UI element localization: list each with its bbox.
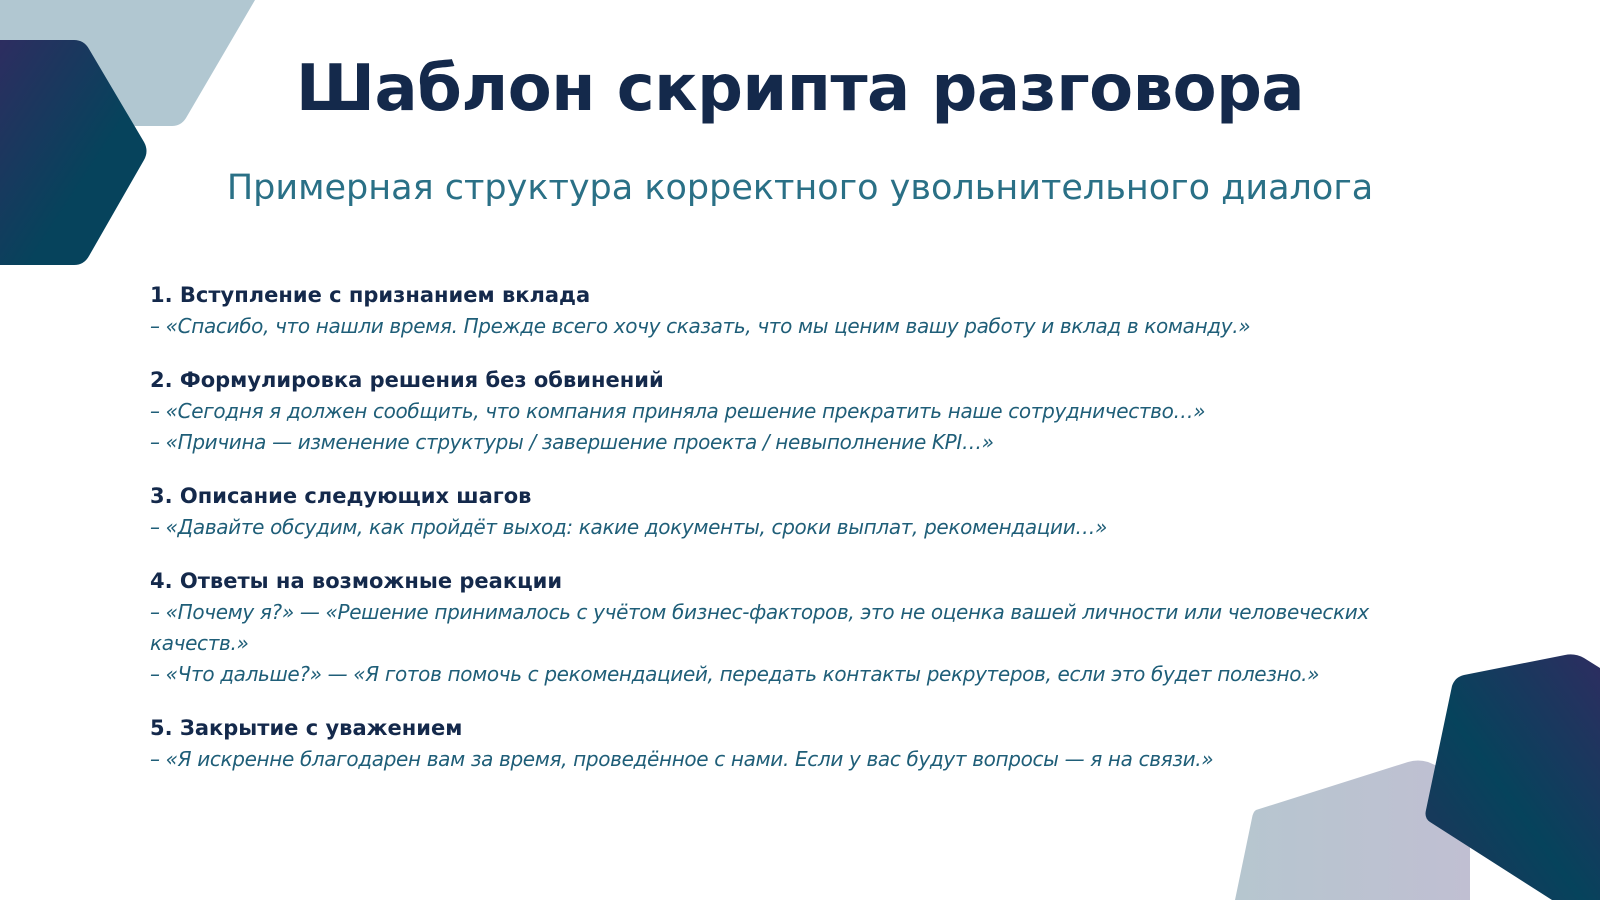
- section-heading: 1. Вступление с признанием вклада: [150, 283, 591, 307]
- script-sections: [150, 280, 1440, 798]
- section-heading: 5. Закрытие с уважением: [150, 716, 463, 740]
- section-closing: [150, 713, 1440, 775]
- section-quote: – «Я искренне благодарен вам за время, проведённое с нами. Если у вас будут вопросы — я на связи.»: [150, 747, 1214, 771]
- slide-subtitle: Примерная структура корректного увольнительного диалога: [226, 168, 1374, 208]
- section-reactions: [150, 566, 1440, 690]
- section-quote: – «Сегодня я должен сообщить, что компания приняла решение прекратить наше сотрудничество…»: [150, 399, 1206, 423]
- section-heading: 4. Ответы на возможные реакции: [150, 569, 563, 593]
- slide-title: Шаблон скрипта разговора: [295, 52, 1305, 126]
- section-next-steps: [150, 481, 1440, 543]
- section-quote: – «Почему я?» — «Решение принималось с учётом бизнес-факторов, это не оценка вашей личности или человеческих качеств.»: [150, 600, 1369, 655]
- section-quote: – «Давайте обсудим, как пройдёт выход: какие документы, сроки выплат, рекомендации…»: [150, 515, 1107, 539]
- section-quote: – «Что дальше?» — «Я готов помочь с рекомендацией, передать контакты рекрутеров, если это будет полезно.»: [150, 662, 1320, 686]
- section-heading: 2. Формулировка решения без обвинений: [150, 368, 664, 392]
- section-decision: [150, 365, 1440, 458]
- section-heading: 3. Описание следующих шагов: [150, 484, 532, 508]
- section-quote: – «Спасибо, что нашли время. Прежде всего хочу сказать, что мы ценим вашу работу и вклад в команду.»: [150, 314, 1251, 338]
- section-introduction: [150, 280, 1440, 342]
- section-quote: – «Причина — изменение структуры / завершение проекта / невыполнение KPI…»: [150, 430, 994, 454]
